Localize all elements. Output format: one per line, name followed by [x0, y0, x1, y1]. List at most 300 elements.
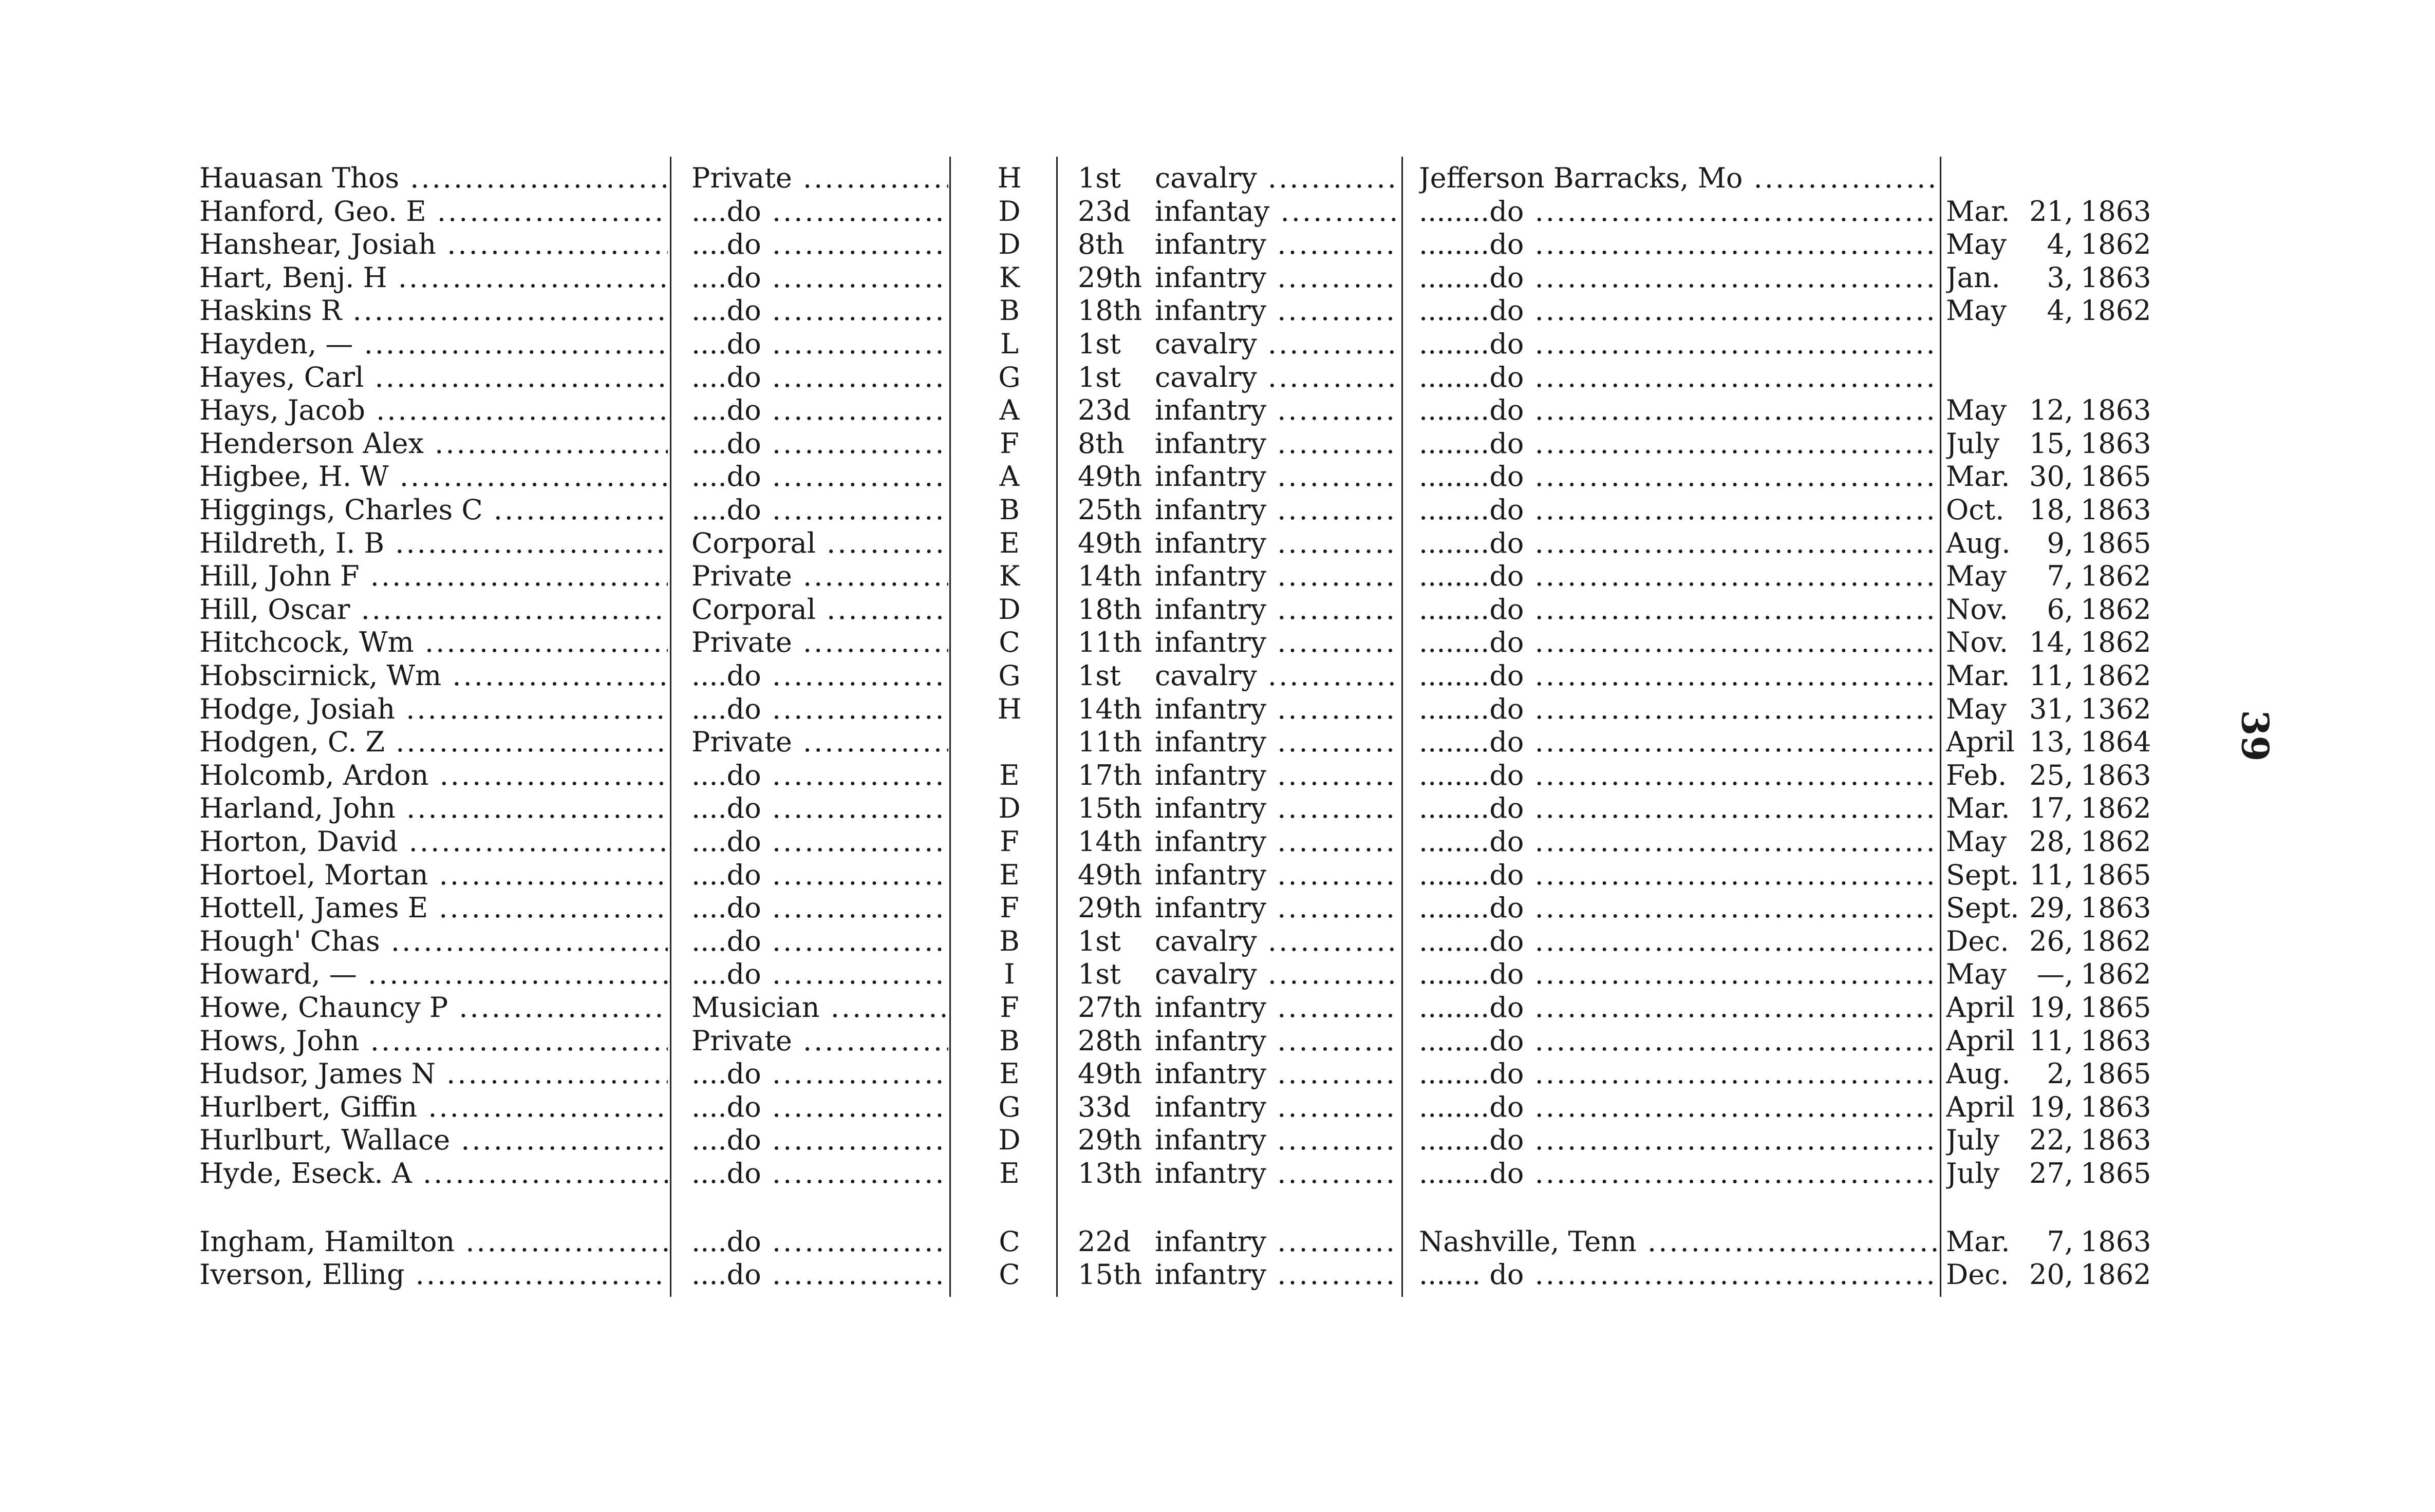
regiment-number: 49th — [1078, 527, 1142, 559]
death-date — [1946, 759, 2190, 792]
soldier-name: Howe, Chauncy P ..... — [199, 991, 668, 1024]
column-rule — [1401, 157, 1403, 1297]
company: D — [998, 195, 1021, 228]
date-year: 1863 — [2081, 892, 2151, 924]
death-date — [1946, 162, 2190, 195]
regiment-type: infantry — [1155, 1057, 1267, 1090]
regiment-type: cavalry — [1155, 328, 1257, 360]
date-year: 1863 — [2081, 494, 2151, 526]
company: G — [998, 361, 1021, 393]
date-day: 4, — [2047, 228, 2073, 260]
regiment-type: cavalry — [1155, 958, 1257, 990]
table-row — [0, 1057, 2435, 1090]
date-day: 31, — [2029, 693, 2073, 725]
place-of-death: ........do ..... — [1419, 925, 1938, 958]
place-of-death: ........do ..... — [1419, 693, 1938, 726]
rank: ....do ..... — [691, 958, 948, 991]
table-row — [0, 228, 2435, 261]
date-month: July — [1946, 1157, 2000, 1189]
regiment — [1078, 294, 1396, 327]
table-row — [0, 361, 2435, 394]
regiment-type: infantry — [1155, 294, 1267, 327]
regiment-type: infantry — [1155, 726, 1267, 758]
table-row — [0, 560, 2435, 593]
date-month: Jan. — [1946, 261, 2000, 294]
rank: ....do ..... — [691, 892, 948, 924]
regiment-number: 8th — [1078, 228, 1125, 260]
date-day: —, — [2036, 958, 2073, 990]
date-month: Sept. — [1946, 859, 2019, 891]
date-year: 1862 — [2081, 593, 2151, 626]
regiment-type: infantry — [1155, 991, 1267, 1024]
soldier-name: Hildreth, I. B ..... — [199, 527, 668, 560]
regiment-number: 11th — [1078, 726, 1142, 758]
company — [966, 726, 1053, 759]
soldier-name: Horton, David ..... — [199, 825, 668, 858]
company: E — [999, 527, 1020, 559]
death-date — [1946, 593, 2190, 626]
table-row — [0, 626, 2435, 659]
regiment-type: infantry — [1155, 460, 1267, 493]
date-year: 1863 — [2081, 759, 2151, 791]
regiment-number: 15th — [1078, 1258, 1142, 1291]
regiment — [1078, 925, 1396, 958]
date-day: 28, — [2029, 825, 2073, 858]
date-year: 1863 — [2081, 261, 2151, 294]
company: C — [999, 1258, 1020, 1291]
date-month: Mar. — [1946, 659, 2010, 692]
place-of-death: ........do ..... — [1419, 859, 1938, 892]
date-month: April — [1946, 991, 2015, 1024]
soldier-name: Hauasan Thos ..... — [199, 162, 668, 195]
date-month: Sept. — [1946, 892, 2019, 924]
place-of-death: ........do ..... — [1419, 958, 1938, 991]
date-day: 4, — [2047, 294, 2073, 327]
soldier-name: Hurlburt, Wallace ..... — [199, 1124, 668, 1157]
company: H — [997, 162, 1022, 194]
column-rule — [670, 157, 671, 1297]
date-year: 1862 — [2081, 294, 2151, 327]
regiment — [1078, 726, 1396, 759]
soldier-name: Haskins R ..... — [199, 294, 668, 327]
regiment-type: infantry — [1155, 1025, 1267, 1057]
death-date — [1946, 792, 2190, 825]
date-day: 7, — [2047, 1225, 2073, 1258]
regiment-number: 8th — [1078, 427, 1125, 460]
date-year: 1862 — [2081, 659, 2151, 692]
regiment-type: infantry — [1155, 759, 1267, 791]
soldier-name: Higbee, H. W ..... — [199, 460, 668, 493]
date-year: 1865 — [2081, 991, 2151, 1024]
rank: ....do ..... — [691, 460, 948, 493]
date-month: May — [1946, 560, 2007, 592]
table-row — [0, 925, 2435, 958]
death-date — [1946, 958, 2190, 991]
rank: ....do ..... — [691, 1124, 948, 1157]
company: B — [999, 1025, 1020, 1057]
date-month: May — [1946, 958, 2007, 990]
regiment-number: 49th — [1078, 460, 1142, 493]
rank: Private ..... — [691, 162, 948, 195]
place-of-death: ........do ..... — [1419, 991, 1938, 1024]
company: L — [1000, 328, 1019, 360]
table-row — [0, 726, 2435, 759]
soldier-name: Hayes, Carl ..... — [199, 361, 668, 394]
regiment — [1078, 593, 1396, 626]
regiment-type: infantry — [1155, 228, 1267, 260]
regiment — [1078, 560, 1396, 593]
place-of-death: ........do ..... — [1419, 294, 1938, 327]
place-of-death: ........do ..... — [1419, 261, 1938, 294]
company: D — [998, 1124, 1021, 1156]
date-year: 1863 — [2081, 195, 2151, 228]
date-day: 29, — [2029, 892, 2073, 924]
page-number: 39 — [2233, 710, 2277, 762]
date-month: Nov. — [1946, 593, 2009, 626]
date-year: 1862 — [2081, 560, 2151, 592]
regiment-type: infantry — [1155, 626, 1267, 658]
rank: ....do ..... — [691, 1057, 948, 1090]
regiment-type: infantry — [1155, 859, 1267, 891]
date-day: 27, — [2029, 1157, 2073, 1189]
company: I — [1004, 958, 1015, 990]
soldier-name: Hanford, Geo. E ..... — [199, 195, 668, 228]
date-day: 30, — [2029, 460, 2073, 493]
place-of-death: ........do ..... — [1419, 825, 1938, 858]
rank: ....do ..... — [691, 693, 948, 726]
regiment — [1078, 1091, 1396, 1124]
table-row — [0, 1157, 2435, 1190]
date-month: Mar. — [1946, 1225, 2010, 1258]
date-day: 15, — [2029, 427, 2073, 460]
date-day: 17, — [2029, 792, 2073, 824]
regiment — [1078, 759, 1396, 792]
soldier-name: Henderson Alex ..... — [199, 427, 668, 460]
date-month: April — [1946, 1091, 2015, 1123]
company: D — [998, 792, 1021, 824]
date-month: April — [1946, 726, 2015, 758]
soldier-name: Harland, John ..... — [199, 792, 668, 825]
place-of-death: ........do ..... — [1419, 228, 1938, 261]
date-year: 1862 — [2081, 626, 2151, 658]
date-day: 14, — [2029, 626, 2073, 658]
regiment-number: 1st — [1078, 925, 1121, 957]
table-row — [0, 328, 2435, 361]
date-day: 25, — [2029, 759, 2073, 791]
regiment-number: 25th — [1078, 494, 1142, 526]
regiment-number: 1st — [1078, 328, 1121, 360]
date-day: 21, — [2029, 195, 2073, 228]
company: H — [997, 693, 1022, 725]
regiment-type: infantry — [1155, 394, 1267, 426]
regiment-type: infantry — [1155, 593, 1267, 626]
place-of-death: ........do ..... — [1419, 726, 1938, 759]
soldier-name: Hurlbert, Giffin ..... — [199, 1091, 668, 1124]
date-day: 7, — [2047, 560, 2073, 592]
date-day: 3, — [2047, 261, 2073, 294]
death-date — [1946, 228, 2190, 261]
death-date — [1946, 1025, 2190, 1057]
company: F — [1000, 427, 1019, 460]
rank: ....do ..... — [691, 261, 948, 294]
date-day: 11, — [2029, 1025, 2073, 1057]
death-date — [1946, 527, 2190, 560]
date-month: May — [1946, 394, 2007, 426]
date-day: 6, — [2047, 593, 2073, 626]
date-month: Mar. — [1946, 195, 2010, 228]
place-of-death: ........do ..... — [1419, 527, 1938, 560]
regiment-type: cavalry — [1155, 659, 1257, 692]
soldier-name: Hayden, — ..... — [199, 328, 668, 361]
date-day: 26, — [2029, 925, 2073, 957]
date-month: July — [1946, 427, 2000, 460]
table-row — [0, 1225, 2435, 1258]
regiment-type: cavalry — [1155, 925, 1257, 957]
regiment-type: infantry — [1155, 1258, 1267, 1291]
date-month: Oct. — [1946, 494, 2005, 526]
date-day: 9, — [2047, 527, 2073, 559]
column-rule — [1940, 157, 1941, 1297]
date-month: July — [1946, 1124, 2000, 1156]
company: C — [999, 626, 1020, 658]
date-month: Aug. — [1946, 1057, 2011, 1090]
place-of-death: ........do ..... — [1419, 560, 1938, 593]
regiment-number: 28th — [1078, 1025, 1142, 1057]
table-row — [0, 593, 2435, 626]
regiment-number: 49th — [1078, 1057, 1142, 1090]
date-year: 1865 — [2081, 527, 2151, 559]
rank: ....do ..... — [691, 925, 948, 958]
rank: ....do ..... — [691, 228, 948, 261]
company: B — [999, 294, 1020, 327]
date-day: 12, — [2029, 394, 2073, 426]
date-month: May — [1946, 228, 2007, 260]
rank: ....do ..... — [691, 792, 948, 825]
date-year: 1863 — [2081, 1225, 2151, 1258]
table-row — [0, 1258, 2435, 1291]
regiment-type: infantry — [1155, 825, 1267, 858]
regiment-type: infantry — [1155, 1091, 1267, 1123]
soldier-name: Howard, — ..... — [199, 958, 668, 991]
date-year: 1863 — [2081, 1124, 2151, 1156]
rank: ....do ..... — [691, 328, 948, 361]
death-date — [1946, 195, 2190, 228]
table-row — [0, 162, 2435, 195]
place-of-death: ........do ..... — [1419, 427, 1938, 460]
death-date — [1946, 892, 2190, 924]
date-year: 1864 — [2081, 726, 2151, 758]
regiment — [1078, 261, 1396, 294]
regiment — [1078, 361, 1396, 394]
table-row — [0, 1124, 2435, 1157]
regiment-type: infantay — [1155, 195, 1270, 228]
death-date — [1946, 626, 2190, 659]
table-row — [0, 825, 2435, 858]
death-date — [1946, 1225, 2190, 1258]
table-row — [0, 261, 2435, 294]
date-month: April — [1946, 1025, 2015, 1057]
soldier-name: Hobscirnick, Wm ..... — [199, 659, 668, 692]
regiment — [1078, 825, 1396, 858]
place-of-death: Jefferson Barracks, Mo ..... — [1419, 162, 1938, 195]
death-date — [1946, 1157, 2190, 1190]
table-row — [0, 1091, 2435, 1124]
death-date — [1946, 726, 2190, 759]
place-of-death: ........do ..... — [1419, 494, 1938, 526]
rank: ....do ..... — [691, 494, 948, 526]
death-date — [1946, 693, 2190, 726]
company: D — [998, 593, 1021, 626]
regiment — [1078, 527, 1396, 560]
death-date — [1946, 991, 2190, 1024]
death-date — [1946, 1057, 2190, 1090]
table-row — [0, 494, 2435, 526]
death-date — [1946, 859, 2190, 892]
date-month: May — [1946, 294, 2007, 327]
rank: ....do ..... — [691, 1258, 948, 1291]
death-date — [1946, 361, 2190, 394]
regiment-type: infantry — [1155, 261, 1267, 294]
company: D — [998, 228, 1021, 260]
rank: Private ..... — [691, 626, 948, 659]
soldier-name: Higgings, Charles C ..... — [199, 494, 668, 526]
table-row — [0, 1025, 2435, 1057]
table-row — [0, 659, 2435, 692]
death-date — [1946, 659, 2190, 692]
regiment-type: infantry — [1155, 1124, 1267, 1156]
rank: ....do ..... — [691, 361, 948, 394]
place-of-death: ........do ..... — [1419, 361, 1938, 394]
place-of-death: ........do ..... — [1419, 593, 1938, 626]
death-date — [1946, 1091, 2190, 1124]
table-row — [0, 759, 2435, 792]
date-year: 1862 — [2081, 792, 2151, 824]
table-row — [0, 958, 2435, 991]
rank: Musician ..... — [691, 991, 948, 1024]
regiment-number: 29th — [1078, 261, 1142, 294]
soldier-name: Hodge, Josiah ..... — [199, 693, 668, 726]
regiment — [1078, 859, 1396, 892]
place-of-death: ........do ..... — [1419, 460, 1938, 493]
date-day: 18, — [2029, 494, 2073, 526]
column-rule — [949, 157, 951, 1297]
date-month: Mar. — [1946, 460, 2010, 493]
date-month: Aug. — [1946, 527, 2011, 559]
date-day: 22, — [2029, 1124, 2073, 1156]
regiment-number: 22d — [1078, 1225, 1131, 1258]
date-year: 1865 — [2081, 1157, 2151, 1189]
soldier-name: Hudsor, James N ..... — [199, 1057, 668, 1090]
date-day: 20, — [2029, 1258, 2073, 1291]
regiment-number: 11th — [1078, 626, 1142, 658]
date-day: 11, — [2029, 859, 2073, 891]
regiment-number: 1st — [1078, 659, 1121, 692]
rank: Corporal ..... — [691, 527, 948, 560]
death-date — [1946, 261, 2190, 294]
date-day: 19, — [2029, 1091, 2073, 1123]
company: G — [998, 1091, 1021, 1123]
date-year: 1863 — [2081, 427, 2151, 460]
place-of-death: ........do ..... — [1419, 1025, 1938, 1057]
regiment-number: 1st — [1078, 361, 1121, 393]
death-date — [1946, 925, 2190, 958]
death-date — [1946, 825, 2190, 858]
regiment — [1078, 1025, 1396, 1057]
regiment-number: 29th — [1078, 1124, 1142, 1156]
place-of-death: ........do ..... — [1419, 1057, 1938, 1090]
soldier-name: Hough' Chas ..... — [199, 925, 668, 958]
regiment — [1078, 162, 1396, 195]
date-month: Mar. — [1946, 792, 2010, 824]
regiment-number: 17th — [1078, 759, 1142, 791]
place-of-death: ........do ..... — [1419, 195, 1938, 228]
table-row — [0, 195, 2435, 228]
death-date — [1946, 427, 2190, 460]
regiment — [1078, 328, 1396, 361]
rank: Corporal ..... — [691, 593, 948, 626]
regiment-type: infantry — [1155, 1225, 1267, 1258]
place-of-death: ........do ..... — [1419, 1091, 1938, 1124]
soldier-name: Hill, John F ..... — [199, 560, 668, 593]
rank: ....do ..... — [691, 294, 948, 327]
company: E — [999, 859, 1020, 891]
regiment — [1078, 195, 1396, 228]
company: K — [999, 261, 1020, 294]
rank: ....do ..... — [691, 759, 948, 792]
company: E — [999, 1157, 1020, 1189]
place-of-death: ........do ..... — [1419, 892, 1938, 924]
regiment-type: infantry — [1155, 1157, 1267, 1189]
death-date — [1946, 1258, 2190, 1291]
company: E — [999, 759, 1020, 791]
table-row — [0, 859, 2435, 892]
death-date — [1946, 394, 2190, 427]
regiment-type: infantry — [1155, 560, 1267, 592]
regiment — [1078, 693, 1396, 726]
date-month: Dec. — [1946, 925, 2009, 957]
date-year: 1863 — [2081, 1091, 2151, 1123]
date-year: 1865 — [2081, 460, 2151, 493]
date-day: 2, — [2047, 1057, 2073, 1090]
company: F — [1000, 825, 1019, 858]
regiment — [1078, 427, 1396, 460]
rank: ....do ..... — [691, 659, 948, 692]
place-of-death: ........do ..... — [1419, 659, 1938, 692]
soldier-name: Hays, Jacob ..... — [199, 394, 668, 427]
regiment — [1078, 1057, 1396, 1090]
date-month: May — [1946, 693, 2007, 725]
company: A — [999, 394, 1020, 426]
company: F — [1000, 991, 1019, 1024]
place-of-death: ........do ..... — [1419, 792, 1938, 825]
date-year: 1862 — [2081, 925, 2151, 957]
rank: ....do ..... — [691, 859, 948, 892]
death-date — [1946, 560, 2190, 593]
date-day: 19, — [2029, 991, 2073, 1024]
rank: ....do ..... — [691, 1225, 948, 1258]
soldier-name: Iverson, Elling ..... — [199, 1258, 668, 1291]
company: B — [999, 494, 1020, 526]
rank: Private ..... — [691, 1025, 948, 1057]
rank: Private ..... — [691, 560, 948, 593]
date-year: 1862 — [2081, 228, 2151, 260]
regiment — [1078, 958, 1396, 991]
soldier-name: Hill, Oscar ..... — [199, 593, 668, 626]
regiment-number: 1st — [1078, 162, 1121, 194]
rank: ....do ..... — [691, 825, 948, 858]
date-year: 1865 — [2081, 859, 2151, 891]
rank: ....do ..... — [691, 1091, 948, 1124]
